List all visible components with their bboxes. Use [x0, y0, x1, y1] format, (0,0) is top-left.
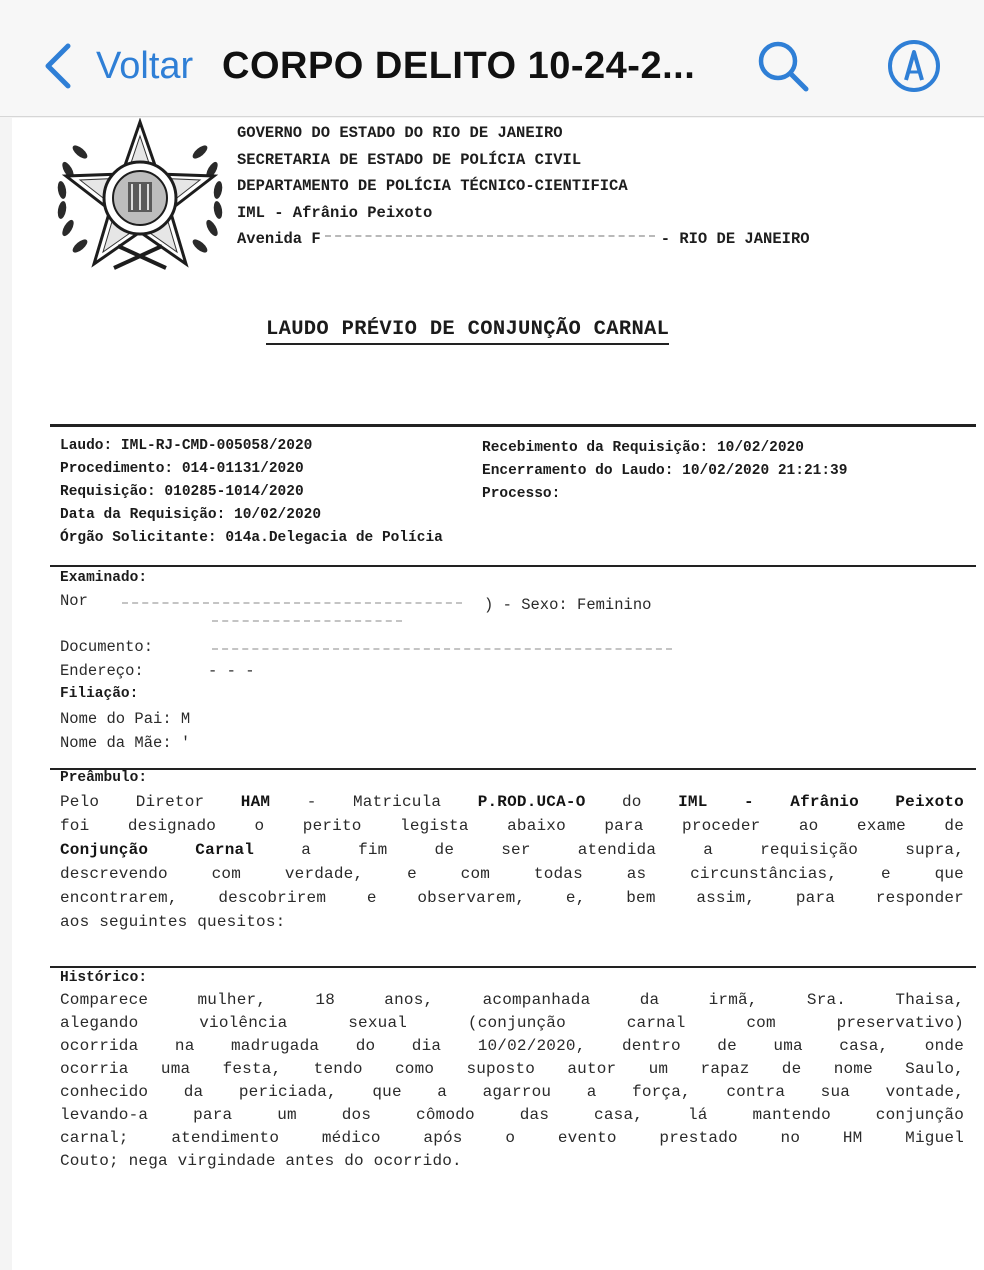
address-suffix: - RIO DE JANEIRO	[660, 230, 810, 248]
preambulo-line	[60, 790, 964, 814]
examinado-heading: Examinado:	[60, 570, 148, 586]
historico-line: ocorrida na madrugada do dia 10/02/2020, dentro de uma casa, onde	[60, 1037, 964, 1055]
recebimento-requisicao: Recebimento da Requisição: 10/02/2020	[482, 440, 804, 456]
orgao-solicitante: Órgão Solicitante: 014a.Delegacia de Polícia	[60, 530, 443, 546]
examinado-sexo: ) - Sexo: Feminino	[484, 596, 652, 614]
text-run-bold: Conjunção Carnal	[60, 841, 255, 859]
redacted-name	[122, 602, 462, 604]
laudo-number: Laudo: IML-RJ-CMD-005058/2020	[60, 438, 313, 454]
redacted-address	[325, 235, 655, 239]
historico-heading: Histórico:	[60, 970, 148, 986]
letterhead-line: DEPARTAMENTO DE POLÍCIA TÉCNICO-CIENTIFICA	[237, 177, 628, 195]
letterhead-line: SECRETARIA DE ESTADO DE POLÍCIA CIVIL	[237, 150, 582, 169]
historico-line: ocorria uma festa, tendo como suposto autor um rapaz de nome Saulo,	[60, 1060, 964, 1078]
endereco-value: - - -	[208, 662, 255, 680]
preambulo-line	[60, 838, 964, 862]
endereco-label: Endereço:	[60, 662, 144, 680]
preambulo-line: foi designado o perito legista abaixo para proceder ao exame de	[60, 817, 964, 835]
documento-label: Documento:	[60, 638, 154, 656]
text-run: a fim de ser atendida a requisição supra,	[254, 841, 964, 859]
nome-pai: Nome do Pai: M	[60, 710, 191, 728]
document-page[interactable]	[12, 118, 984, 1270]
preambulo-line: aos seguintes quesitos:	[60, 913, 286, 931]
redacted-document	[212, 648, 672, 650]
data-requisicao: Data da Requisição: 10/02/2020	[60, 507, 322, 523]
historico-line: Comparece mulher, 18 anos, acompanhada da irmã, Sra. Thaisa,	[60, 991, 964, 1009]
address-prefix: Avenida F	[237, 230, 321, 248]
encerramento-laudo: Encerramento do Laudo: 10/02/2020 21:21:39	[482, 463, 848, 479]
requisicao: Requisição: 010285-1014/2020	[60, 484, 304, 500]
letterhead	[237, 120, 810, 253]
section-divider	[50, 424, 976, 427]
text-run: - Matricula	[270, 793, 478, 811]
letterhead-address	[237, 226, 810, 253]
report-title: LAUDO PRÉVIO DE CONJUNÇÃO CARNAL	[266, 318, 669, 345]
letterhead-line: IML - Afrânio Peixoto	[237, 203, 433, 222]
filiacao-heading: Filiação:	[60, 686, 139, 702]
historico-line: levando-a para um dos cômodo das casa, lá mantendo conjunção	[60, 1106, 964, 1124]
chevron-left-icon[interactable]	[42, 42, 76, 90]
preambulo-heading: Preâmbulo:	[60, 770, 148, 786]
section-divider	[50, 565, 976, 567]
search-icon[interactable]	[755, 38, 811, 94]
redacted-text	[212, 620, 402, 622]
historico-line: alegando violência sexual (conjunção carnal com preservativo)	[60, 1014, 964, 1032]
markup-pen-icon[interactable]	[886, 38, 942, 94]
procedimento: Procedimento: 014-01131/2020	[60, 461, 304, 477]
letterhead-line: GOVERNO DO ESTADO DO RIO DE JANEIRO	[237, 124, 563, 142]
section-divider	[50, 768, 976, 770]
examinado-nome: Nor	[60, 592, 88, 610]
processo: Processo:	[482, 486, 561, 502]
text-run-bold: P.ROD.UCA-O	[477, 793, 586, 811]
text-run-bold: IML - Afrânio Peixoto	[678, 793, 964, 811]
text-run: do	[585, 793, 679, 811]
historico-line: Couto; nega virgindade antes do ocorrido.	[60, 1152, 462, 1170]
nome-mae: Nome da Mãe: '	[60, 734, 191, 752]
section-divider	[50, 966, 976, 968]
back-button[interactable]: Voltar	[96, 45, 194, 87]
text-run-bold: HAM	[240, 793, 271, 811]
police-seal-icon	[50, 118, 230, 283]
preambulo-line: encontrarem, descobrirem e observarem, e, bem assim, para responder	[60, 889, 964, 907]
historico-line: carnal; atendimento médico após o evento prestado no HM Miguel	[60, 1129, 964, 1147]
document-title: CORPO DELITO 10-24-2...	[222, 45, 696, 87]
navigation-bar	[0, 0, 984, 117]
preambulo-line: descrevendo com verdade, e com todas as circunstâncias, e que	[60, 865, 964, 883]
historico-line: conhecido da periciada, que a agarrou a força, contra sua vontade,	[60, 1083, 964, 1101]
text-run: Pelo Diretor	[60, 793, 241, 811]
